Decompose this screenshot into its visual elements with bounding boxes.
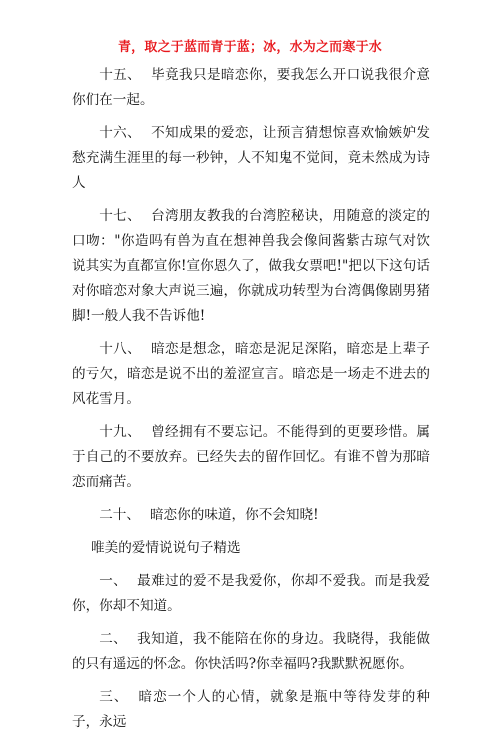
paragraph-text: 暗恋是想念，暗恋是泥足深陷，暗恋是上辈子的亏欠，暗恋是说不出的羞涩宣言。暗恋是一场走不进去的风花雪月。 <box>72 341 431 407</box>
paragraph-text: 暗恋你的味道，你不会知晓! <box>149 507 319 523</box>
paragraph-text: 我知道，我不能陪在你的身边。我晓得，我能做的只有遥远的怀念。你快活吗?你幸福吗?我默默祝愿你。 <box>72 631 431 672</box>
paragraph <box>72 337 430 412</box>
paragraph-text: 最难过的爱不是我爱你，你却不爱我。而是我爱你，你却不知道。 <box>72 573 431 614</box>
paragraph-text: 曾经拥有不要忘记。不能得到的更要珍惜。属于自己的不要放弃。已经失去的留作回忆。有谁不曾为那暗恋而痛苦。 <box>72 424 431 490</box>
paragraph <box>72 503 430 528</box>
paragraph-number: 二、 <box>99 631 128 647</box>
paragraph <box>72 569 430 619</box>
paragraph-text: 暗恋一个人的心情，就象是瓶中等待发芽的种子，永远 <box>72 689 431 730</box>
paragraph <box>72 63 430 113</box>
paragraph-number: 十五、 <box>99 67 142 83</box>
paragraph <box>72 420 430 495</box>
paragraph-number: 二十、 <box>99 507 140 523</box>
page-header: 青，取之于蓝而青于蓝；冰，水为之而寒于水 <box>117 40 382 55</box>
paragraph <box>72 685 431 730</box>
paragraph-number: 十七、 <box>99 208 142 224</box>
paragraph-number: 十六、 <box>99 125 142 141</box>
paragraph-number: 一、 <box>99 573 128 589</box>
paragraph-text: 不知成果的爱恋，让预言猜想惊喜欢愉嫉妒发愁充满生涯里的每一秒钟，人不知鬼不觉间，竟未然成为诗人 <box>72 125 431 191</box>
paragraph-number: 三、 <box>99 689 129 705</box>
paragraph-text: 台湾朋友教我的台湾腔秘诀，用随意的淡定的口吻："你造吗有兽为直在想神兽我会像间酱紫古琼气对饮说其实为直都宣你!宣你恩久了，做我女票吧!"把以下这句话对你暗恋对象大声说三遍，你就成功转型为台湾偶像剧男猪脚!一般人我不告诉他! <box>72 208 431 324</box>
paragraph <box>72 204 430 329</box>
document-body <box>72 63 431 730</box>
paragraph-text: 毕竟我只是暗恋你，要我怎么开口说我很介意你们在一起。 <box>72 67 431 108</box>
paragraph <box>72 627 430 677</box>
section-title: 唯美的爱情说说句子精选 <box>91 540 241 556</box>
paragraph <box>72 121 430 196</box>
paragraph-number: 十八、 <box>99 341 142 357</box>
paragraph-number: 十九、 <box>99 424 142 440</box>
